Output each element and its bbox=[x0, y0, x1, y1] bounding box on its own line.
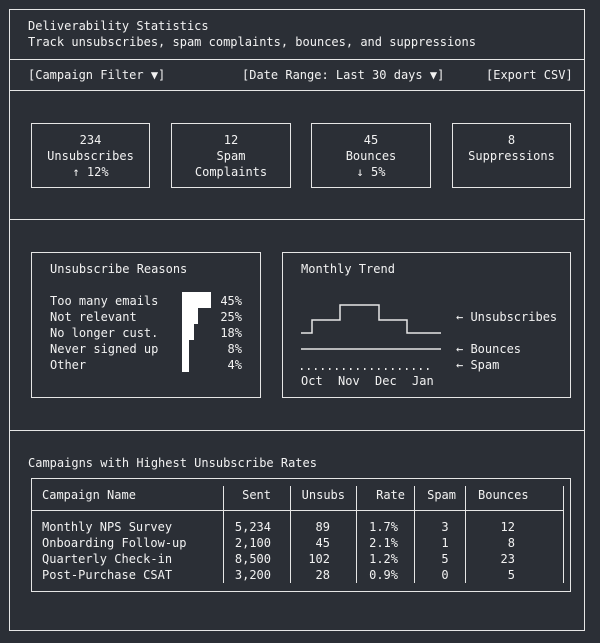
cell-unsubs: 89 bbox=[315, 520, 330, 534]
cell-spam: 5 bbox=[441, 552, 449, 566]
stat-value: 12 bbox=[223, 133, 239, 147]
reason-bar bbox=[182, 308, 198, 324]
page-title: Deliverability Statistics bbox=[28, 19, 209, 33]
cell-campaign-name: Quarterly Check-in bbox=[42, 552, 173, 566]
reason-label: Other bbox=[50, 358, 87, 372]
column-divider bbox=[223, 486, 224, 583]
column-header-rate[interactable]: Rate bbox=[376, 488, 405, 502]
cell-bounces: 23 bbox=[500, 552, 515, 566]
legend-spam: ← Spam bbox=[456, 358, 500, 372]
column-header-campaign-name[interactable]: Campaign Name bbox=[42, 488, 136, 502]
unsubscribes-trend-line bbox=[301, 305, 441, 333]
export-csv-button[interactable]: [Export CSV] bbox=[486, 68, 573, 82]
stat-card-suppressions bbox=[452, 123, 571, 188]
legend-unsubscribes: ← Unsubscribes bbox=[456, 310, 558, 324]
cell-sent: 2,100 bbox=[234, 536, 271, 550]
table-header-divider bbox=[32, 510, 563, 511]
reason-pct: 45% bbox=[220, 294, 242, 308]
column-divider bbox=[465, 486, 466, 583]
stat-card-unsubscribes bbox=[31, 123, 150, 188]
stat-card-bounces bbox=[311, 123, 431, 188]
cell-spam: 1 bbox=[441, 536, 449, 550]
reason-pct: 8% bbox=[227, 342, 242, 356]
panel-title: Monthly Trend bbox=[301, 262, 395, 276]
stat-label: Complaints bbox=[194, 165, 268, 179]
reason-bar bbox=[182, 324, 194, 340]
cell-campaign-name: Monthly NPS Survey bbox=[42, 520, 173, 534]
cell-rate: 1.2% bbox=[369, 552, 398, 566]
divider bbox=[9, 59, 585, 60]
cell-unsubs: 28 bbox=[315, 568, 330, 582]
campaign-filter-dropdown[interactable]: [Campaign Filter ▼] bbox=[28, 68, 166, 82]
reason-pct: 25% bbox=[220, 310, 242, 324]
cell-unsubs: 102 bbox=[308, 552, 330, 566]
divider bbox=[9, 219, 585, 220]
column-divider bbox=[563, 486, 564, 583]
reason-label: Never signed up bbox=[50, 342, 159, 356]
column-divider bbox=[356, 486, 357, 583]
month-label: Dec bbox=[375, 374, 397, 388]
stat-card-spam bbox=[171, 123, 291, 188]
cell-bounces: 12 bbox=[500, 520, 515, 534]
cell-sent: 5,234 bbox=[234, 520, 271, 534]
reason-bar bbox=[182, 340, 189, 356]
cell-rate: 0.9% bbox=[369, 568, 398, 582]
stat-value: 8 bbox=[507, 133, 516, 147]
divider bbox=[9, 430, 585, 431]
column-divider bbox=[290, 486, 291, 583]
month-label: Jan bbox=[412, 374, 434, 388]
column-header-sent[interactable]: Sent bbox=[242, 488, 271, 502]
cell-campaign-name: Onboarding Follow-up bbox=[42, 536, 187, 550]
stat-change: ↑ 12% bbox=[72, 165, 109, 179]
cell-sent: 3,200 bbox=[234, 568, 271, 582]
cell-sent: 8,500 bbox=[234, 552, 271, 566]
page-subtitle: Track unsubscribes, spam complaints, bounces, and suppressions bbox=[28, 35, 476, 49]
column-header-bounces[interactable]: Bounces bbox=[478, 488, 529, 502]
panel-title: Unsubscribe Reasons bbox=[50, 262, 188, 276]
stat-label: Suppressions bbox=[468, 149, 555, 163]
reason-label: Too many emails bbox=[50, 294, 159, 308]
cell-bounces: 8 bbox=[507, 536, 515, 550]
column-header-unsubs[interactable]: Unsubs bbox=[301, 488, 345, 502]
cell-rate: 2.1% bbox=[369, 536, 398, 550]
stat-label: Spam bbox=[216, 149, 246, 163]
stat-label: Unsubscribes bbox=[47, 149, 134, 163]
divider bbox=[9, 90, 585, 91]
cell-unsubs: 45 bbox=[315, 536, 330, 550]
column-header-spam[interactable]: Spam bbox=[427, 488, 456, 502]
reason-label: No longer cust. bbox=[50, 326, 159, 340]
stat-label: Bounces bbox=[345, 149, 397, 163]
campaigns-title: Campaigns with Highest Unsubscribe Rates bbox=[28, 456, 317, 470]
stat-value: 234 bbox=[79, 133, 102, 147]
date-range-dropdown[interactable]: [Date Range: Last 30 days ▼] bbox=[242, 68, 445, 82]
reason-pct: 4% bbox=[227, 358, 242, 372]
reason-label: Not relevant bbox=[50, 310, 137, 324]
trend-chart bbox=[298, 296, 446, 374]
column-divider bbox=[414, 486, 415, 583]
stat-change: ↓ 5% bbox=[356, 165, 386, 179]
stat-value: 45 bbox=[363, 133, 379, 147]
cell-campaign-name: Post-Purchase CSAT bbox=[42, 568, 173, 582]
reason-pct: 18% bbox=[220, 326, 242, 340]
month-label: Nov bbox=[338, 374, 360, 388]
legend-bounces: ← Bounces bbox=[456, 342, 522, 356]
reason-bar bbox=[182, 356, 189, 372]
cell-spam: 0 bbox=[441, 568, 449, 582]
month-label: Oct bbox=[301, 374, 323, 388]
cell-spam: 3 bbox=[441, 520, 449, 534]
cell-rate: 1.7% bbox=[369, 520, 398, 534]
reason-bar bbox=[182, 292, 211, 308]
cell-bounces: 5 bbox=[507, 568, 515, 582]
